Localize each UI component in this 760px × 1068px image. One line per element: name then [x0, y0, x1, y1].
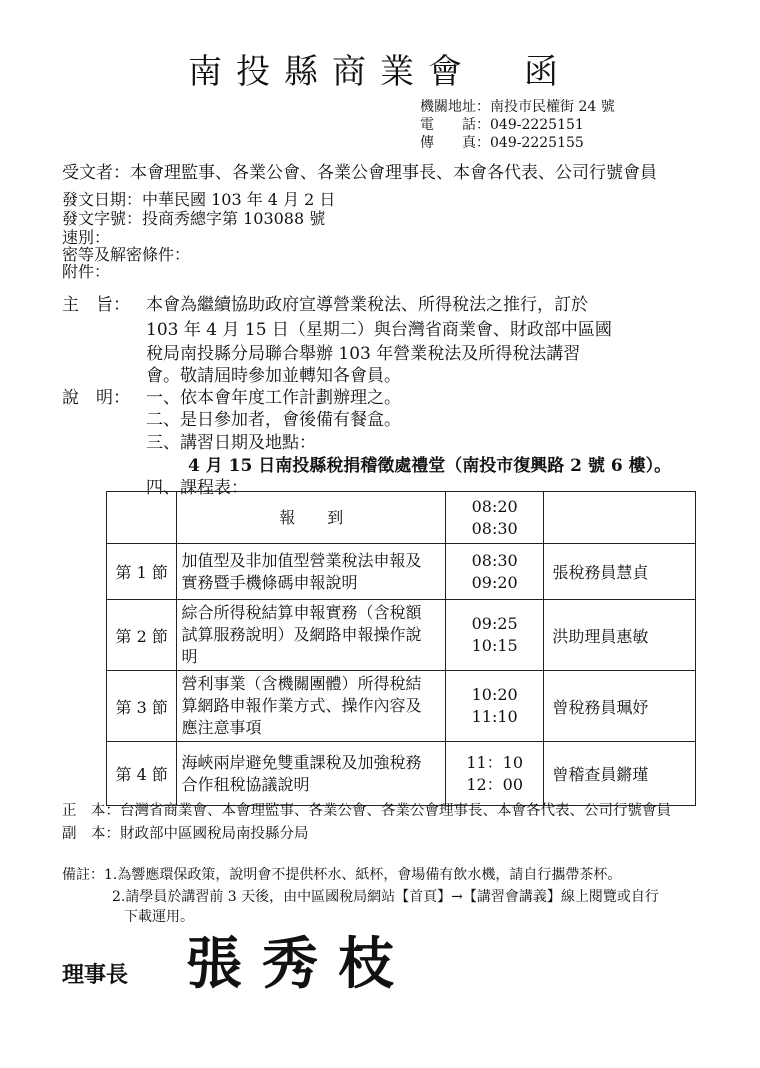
topic-line: 合作租稅協議說明 — [181, 774, 310, 794]
speaker-cell: 洪助理員惠敏 — [544, 600, 696, 671]
end-time: 12：00 — [466, 774, 524, 794]
topic-line: 營利事業（含機關團體）所得稅結 — [181, 674, 422, 693]
subject-line: 本會為繼續協助政府宣導營業稅法、所得稅法之推行，訂於 — [146, 295, 588, 315]
start-time: 10:20 — [471, 685, 518, 704]
agency-fax: 傳 真：049-2225155 — [420, 135, 584, 151]
speaker-cell: 張稅務員慧貞 — [544, 544, 696, 600]
start-time: 08:30 — [471, 550, 518, 570]
topic-line: 算網路申報作業方式、操作內容及 — [181, 696, 422, 715]
explanation-item: 四、課程表： — [146, 478, 248, 498]
period-cell — [107, 492, 177, 544]
table-row — [107, 544, 696, 600]
subject-line: 會。敬請屆時參加並轉知各會員。 — [146, 366, 401, 386]
time-cell — [445, 742, 543, 806]
secrecy-level: 密等及解密條件： — [62, 245, 191, 264]
period-cell: 第 2 節 — [107, 600, 177, 671]
end-time: 08:30 — [471, 518, 518, 538]
start-time: 09:25 — [471, 614, 518, 633]
table-row — [107, 600, 696, 671]
agency-address: 機關地址：南投市民權街 24 號 — [420, 99, 615, 115]
time-cell — [445, 492, 543, 544]
subject-label: 主 旨： — [62, 295, 130, 315]
topic-line: 明 — [181, 647, 198, 666]
period-cell: 第 4 節 — [107, 742, 177, 806]
period-cell: 第 3 節 — [107, 671, 177, 742]
document-title: 南投縣商業會 函 — [188, 52, 572, 92]
topic-line: 海峽兩岸避免雙重課稅及加強稅務 — [181, 752, 422, 772]
time-cell — [445, 671, 543, 742]
chairman-signature: 張秀枝 — [186, 931, 414, 997]
end-time: 10:15 — [471, 636, 518, 655]
topic-cell — [177, 600, 445, 671]
explanation-item: 一、依本會年度工作計劃辦理之。 — [146, 388, 401, 408]
speaker-cell: 曾稅務員珮妤 — [544, 671, 696, 742]
topic-cell — [177, 742, 445, 806]
note-line: 2.請學員於講習前 3 天後，由中區國稅局網站【首頁】→【講習會講義】線上閱覽或自行 — [112, 889, 659, 905]
end-time: 09:20 — [471, 572, 518, 592]
course-schedule-table — [106, 491, 696, 806]
recipients: 受文者：本會理監事、各業公會、各業公會理事長、本會各代表、公司行號會員 — [62, 163, 657, 183]
document-number: 發文字號：投商秀總字第 103088 號 — [62, 209, 326, 228]
note-line: 備註：1.為響應環保政策，說明會不提供杯水、紙杯，會場備有飲水機，請自行攜帶茶杯。 — [62, 867, 622, 883]
main-copy-list: 正 本：台灣省商業會、本會理監事、各業公會、各業公會理事長、本會各代表、公司行號會員 — [62, 803, 671, 819]
issue-date: 發文日期：中華民國 103 年 4 月 2 日 — [62, 190, 336, 209]
start-time: 11：10 — [466, 752, 524, 772]
registration-label: 報 到 — [177, 492, 445, 544]
end-time: 11:10 — [471, 707, 518, 726]
topic-line: 試算服務說明）及網路申報操作說 — [181, 625, 422, 644]
delivery-speed: 速別： — [62, 228, 111, 247]
note-line: 下載運用。 — [124, 909, 194, 925]
cc-copy-list: 副 本：財政部中區國稅局南投縣分局 — [62, 826, 309, 842]
time-cell — [445, 600, 543, 671]
explanation-label: 說 明： — [62, 388, 130, 408]
speaker-cell — [544, 492, 696, 544]
chairman-title: 理事長 — [62, 962, 129, 988]
subject-line: 103 年 4 月 15 日（星期二）與台灣省商業會、財政部中區國 — [146, 320, 612, 340]
period-cell: 第 1 節 — [107, 544, 177, 600]
subject-line: 稅局南投縣分局聯合舉辦 103 年營業稅法及所得稅法講習 — [146, 344, 581, 364]
explanation-item: 三、講習日期及地點： — [146, 433, 316, 453]
agency-phone: 電 話：049-2225151 — [420, 117, 584, 133]
table-row — [107, 742, 696, 806]
topic-line: 應注意事項 — [181, 718, 262, 737]
table-row — [107, 492, 696, 544]
table-row — [107, 671, 696, 742]
explanation-item: 二、是日參加者，會後備有餐盒。 — [146, 410, 401, 430]
topic-line: 實務暨手機條碼申報說明 — [181, 572, 358, 592]
speaker-cell: 曾稽查員鏘瑾 — [544, 742, 696, 806]
topic-cell — [177, 671, 445, 742]
time-cell — [445, 544, 543, 600]
topic-line: 加值型及非加值型營業稅法申報及 — [181, 550, 422, 570]
attachment: 附件： — [62, 262, 111, 281]
topic-cell — [177, 544, 445, 600]
start-time: 08:20 — [471, 496, 518, 516]
venue-line: 4 月 15 日南投縣稅捐稽徵處禮堂（南投市復興路 2 號 6 樓）。 — [188, 456, 672, 476]
topic-line: 綜合所得稅結算申報實務（含稅額 — [181, 603, 422, 622]
